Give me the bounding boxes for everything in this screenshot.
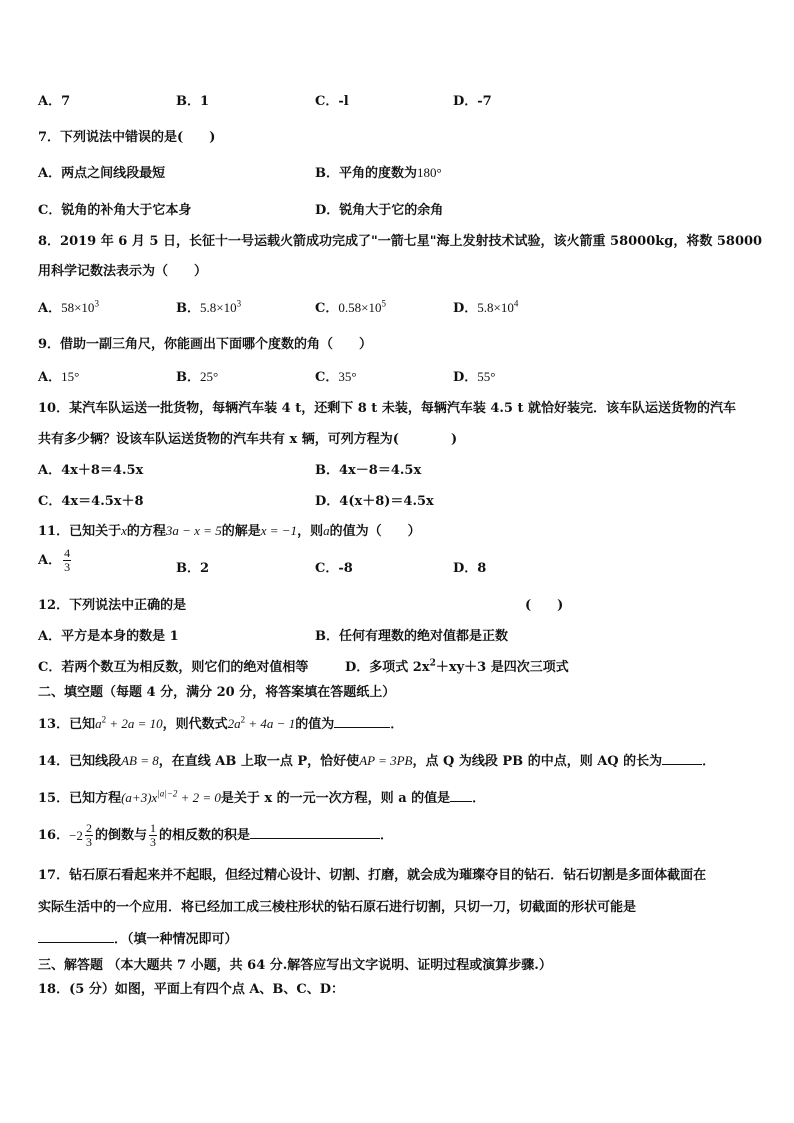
q16-fraction [149, 822, 157, 849]
q14-answer-blank[interactable] [662, 752, 702, 765]
q9-option-label: D． [453, 370, 478, 385]
q8-option-value: 5.8×10 [200, 300, 237, 315]
q6-option-b: B．1 [176, 94, 210, 109]
q11-option-d: D．8 [453, 561, 487, 576]
q17-line2: 实际生活中的一个应用．将已经加工成三棱柱形状的钻石原石进行切割，只切一刀，切截面的形状可能是 [38, 900, 637, 915]
q6-option-a: A．7 [38, 94, 71, 109]
q9-option-label: C． [315, 370, 339, 385]
q11-option-b: B．2 [176, 561, 210, 576]
q11-stem [38, 520, 421, 539]
q15-eq-exponent: |a|−2 [157, 788, 178, 799]
q13-text-prefix: 13．已知 [38, 717, 96, 732]
q8-option-label: D． [453, 301, 478, 316]
q13-text-suffix: 的值为 [295, 717, 335, 732]
q7-option-d: D．锐角大于它的余角 [315, 203, 444, 218]
q12-option-b: B．任何有理数的绝对值都是正数 [315, 629, 508, 644]
q16-text-prefix: 16． [38, 828, 70, 843]
q17-text-suffix: ．（填一种情况即可） [114, 932, 238, 947]
q8-option-label: B． [176, 301, 200, 316]
q10-line1: 10．某汽车队运送一批货物，每辆汽车装 4 t，还剩下 8 t 未装，每辆汽车装 4.5 t 就恰好装完．该车队运送货物的汽车 [38, 401, 737, 416]
q18-stem: 18．(5 分）如图，平面上有四个点 A、B、C、D： [38, 982, 345, 997]
q11-variable-a: a [323, 523, 330, 538]
q11-option-c: C．-8 [315, 561, 353, 576]
q13-given-a: a [95, 716, 102, 731]
q7-option-c: C．锐角的补角大于它本身 [38, 203, 192, 218]
q16-text-end: ． [379, 828, 393, 843]
q16-answer-blank[interactable] [250, 826, 380, 839]
q15-answer-blank[interactable] [450, 789, 472, 802]
q11-option-a-label: A． [38, 553, 62, 568]
q13-expr-sup: 2 [240, 714, 246, 725]
fraction-denominator: 3 [64, 560, 71, 574]
q16-text-mid: 的倒数与 [94, 828, 147, 843]
q13-expr-rest: + 4a − 1 [245, 716, 296, 731]
q11-equation: 3a − x = 5 [165, 523, 222, 538]
q11-text-mid2: 的解是 [221, 524, 261, 539]
q10-option-b: B．4x－8＝4.5x [315, 463, 422, 478]
q8-option-b [176, 297, 241, 316]
q7-option-b [315, 162, 442, 181]
q8-option-d [453, 297, 518, 316]
q12-option-c: C．若两个数互为相反数，则它们的绝对值相等 [38, 660, 309, 675]
fraction-numerator: 1 [149, 821, 156, 835]
q8-option-c [315, 297, 386, 316]
q8-option-exponent: 3 [94, 298, 99, 309]
q9-option-value: 15° [61, 369, 80, 384]
q9-option-b [176, 366, 218, 385]
q14-text-prefix: 14．已知线段 [38, 754, 122, 769]
q7-option-a: A．两点之间线段最短 [38, 166, 166, 181]
q11-option-a [38, 547, 73, 574]
q6-option-d: D．-7 [453, 94, 492, 109]
q11-text-suffix: 的值为（ ） [329, 524, 421, 539]
fraction-numerator: 4 [64, 546, 71, 560]
q10-option-a: A．4x＋8＝4.5x [38, 463, 144, 478]
q12-option-d [345, 656, 569, 675]
q12-option-d-sup: 2 [429, 658, 436, 669]
q9-option-value: 55° [477, 369, 496, 384]
q14-stem [38, 750, 715, 769]
fraction-numerator: 2 [85, 821, 92, 835]
q14-text-mid2: ，点 Q 为线段 PB 的中点，则 AQ 的长为 [412, 754, 663, 769]
q11-text-prefix: 11．已知关于 [38, 524, 122, 539]
q15-text-mid: 是关于 x 的一元一次方程，则 a 的值是 [220, 791, 451, 806]
q10-option-c: C．4x＝4.5x＋8 [38, 494, 144, 509]
q17-line1: 17．钻石原石看起来并不起眼，但经过精心设计、切割、打磨，就会成为璀璨夺目的钻石．钻石切割是多面体截面在 [38, 868, 707, 883]
q10-line2: 共有多少辆？设该车队运送货物的汽车共有 x 辆，可列方程为( ) [38, 432, 458, 447]
q15-text-prefix: 15．已知方程 [38, 791, 122, 806]
q8-option-a [38, 297, 99, 316]
q9-option-label: A． [38, 370, 62, 385]
q10-option-d: D．4(x＋8)＝4.5x [315, 494, 434, 509]
q9-option-c [315, 366, 357, 385]
q8-option-label: A． [38, 301, 62, 316]
q13-text-end: ． [390, 717, 404, 732]
q16-mixed-whole: −2 [69, 827, 83, 843]
section2-heading: 二、填空题（每题 4 分，满分 20 分，将答案填在答题纸上） [38, 685, 396, 700]
q11-text-mid3: ，则 [297, 524, 324, 539]
q11-solution: x = −1 [260, 523, 298, 538]
q9-option-value: 25° [200, 369, 219, 384]
q8-line2: 用科学记数法表示为（ ） [38, 264, 208, 279]
section3-heading: 三、解答题 （本大题共 7 小题，共 64 分.解答应写出文字说明、证明过程或演算步骤.） [38, 958, 552, 973]
q13-given-rest: + 2a = 10 [106, 716, 163, 731]
q9-option-a [38, 366, 79, 385]
q15-eq-base: (a+3)x [121, 790, 158, 805]
q12-option-d-prefix: D．多项式 2x [345, 660, 430, 675]
q6-option-c: C．-l [315, 94, 349, 109]
q16-text-suffix: 的相反数的积是 [158, 828, 250, 843]
q11-option-a-fraction [63, 547, 71, 574]
q8-option-exponent: 5 [381, 298, 386, 309]
q15-text-end: ． [472, 791, 486, 806]
q9-option-label: B． [176, 370, 200, 385]
q12-option-d-suffix: ＋xy＋3 是四次三项式 [435, 660, 569, 675]
q15-stem [38, 787, 485, 806]
q8-option-value: 5.8×10 [477, 300, 514, 315]
q9-option-d [453, 366, 495, 385]
q8-option-value: 58×10 [61, 300, 95, 315]
fraction-denominator: 3 [149, 835, 156, 849]
q9-option-value: 35° [338, 369, 357, 384]
q14-ab: AB = 8 [121, 753, 159, 768]
q13-given-sup: 2 [101, 714, 107, 725]
fraction-denominator: 3 [85, 835, 92, 849]
q16-mixed-fraction [85, 822, 93, 849]
q17-line3 [38, 928, 238, 947]
q8-option-exponent: 4 [513, 298, 519, 309]
q14-text-end: ． [702, 754, 716, 769]
q11-variable-x: x [121, 523, 127, 538]
q12-stem: 12．下列说法中正确的是 [38, 598, 187, 613]
q17-answer-blank[interactable] [38, 930, 114, 943]
q7-option-b-value: 180° [417, 165, 442, 180]
q12-answer-paren: ( ) [525, 598, 564, 613]
q14-ap: AP = 3PB [359, 753, 413, 768]
q11-text-mid1: 的方程 [126, 524, 166, 539]
q13-text-mid: ，则代数式 [162, 717, 228, 732]
q12-option-a: A．平方是本身的数是 1 [38, 629, 179, 644]
q7-stem: 7．下列说法中错误的是( ) [38, 130, 216, 145]
q9-stem: 9．借助一副三角尺，你能画出下面哪个度数的角（ ） [38, 337, 373, 352]
q14-text-mid1: ，在直线 AB 上取一点 P，恰好使 [158, 754, 360, 769]
q16-mixed-number [69, 822, 95, 849]
q13-answer-blank[interactable] [334, 715, 390, 728]
q8-option-value: 0.58×10 [338, 300, 382, 315]
q8-option-exponent: 3 [236, 298, 242, 309]
q13-expr-a: 2a [227, 716, 241, 731]
q7-option-b-text: B．平角的度数为 [315, 166, 417, 181]
q15-eq-rest: + 2 = 0 [177, 790, 221, 805]
q8-line1: 8．2019 年 6 月 5 日，长征十一号运载火箭成功完成了"一箭七星"海上发射技术试验，该火箭重 58000kg，将数 58000 [38, 234, 763, 249]
q13-stem [38, 713, 403, 732]
q16-stem [38, 822, 393, 849]
q8-option-label: C． [315, 301, 339, 316]
